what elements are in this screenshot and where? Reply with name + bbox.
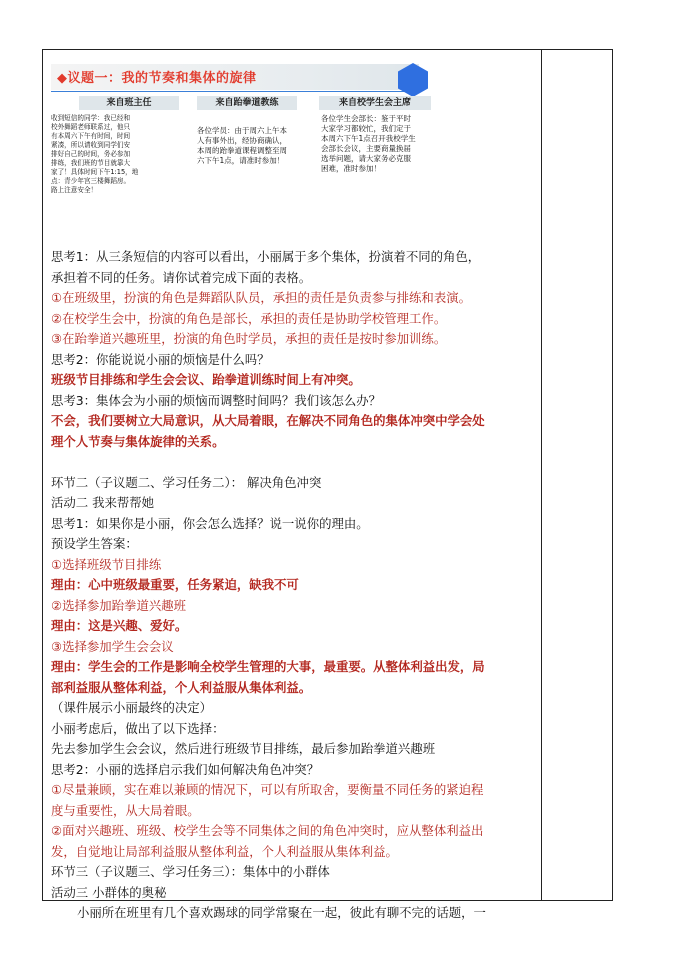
message-line: 有本周六下午有时间，时间	[51, 132, 131, 140]
answer-line: ①选择班级节目排练	[51, 556, 162, 572]
answer-line: 理由：学生会的工作是影响全校学生管理的大事，最重要。从整体利益出发，局	[51, 659, 485, 674]
message-line: 家了！具体时间下午1:15，地	[51, 168, 139, 176]
answer-line: 理由：心中班级最重要，任务紧迫，缺我不可	[51, 577, 299, 592]
think-question: 思考1：如果你是小丽，你会怎么选择？说一说你的理由。	[51, 515, 369, 531]
activity-heading: 活动三 小群体的奥秘	[51, 884, 167, 900]
message-body-coach	[197, 126, 309, 166]
answer-line: 理个人节奏与集体旋律的关系。	[51, 433, 225, 449]
message-line: 选举问题，请大家务必克服	[321, 154, 411, 163]
answer-line: ②在校学生会中，扮演的角色是部长，承担的责任是协助学校管理工作。	[51, 310, 447, 326]
message-header-president: 来自校学生会主席	[319, 96, 431, 110]
message-line: 困难，准时参加！	[321, 164, 381, 173]
message-line: 大家学习都较忙，我们定于	[321, 124, 411, 133]
message-line: 点：青少年宫三楼舞蹈房。	[51, 177, 131, 185]
answer-line: ①在班级里，扮演的角色是舞蹈队队员，承担的责任是负责参与排练和表演。	[51, 290, 471, 305]
lesson-table	[42, 49, 613, 920]
message-header-coach: 来自跆拳道教练	[197, 96, 297, 110]
message-line: 各位学生会部长：鉴于平时	[321, 114, 411, 123]
message-line: 本周的跆拳道课程调整至周	[197, 146, 287, 155]
think-question: 思考2：你能说说小丽的烦恼是什么吗？	[51, 351, 270, 367]
answer-line: ①尽量兼顾，实在难以兼顾的情况下，可以有所取舍，要衡量不同任务的紧迫程	[51, 782, 484, 797]
answer-line: 班级节目排练和学生会会议、跆拳道训练时间上有冲突。	[51, 372, 361, 387]
answer-line: ②选择参加跆拳道兴趣班	[51, 597, 187, 613]
message-line: 各位学员：由于周六上午本	[197, 126, 287, 135]
section-heading: 环节二（子议题二、学习任务二）： 解决角色冲突	[51, 474, 322, 490]
answer-line: ②面对兴趣班、班级、校学生会等不同集体之间的角色冲突时，应从整体利益出	[51, 823, 484, 838]
text-line: （课件展示小丽最终的决定）	[51, 700, 213, 715]
text-line: 先去参加学生会会议，然后进行班级节目排练，最后参加跆拳道兴趣班	[51, 741, 436, 756]
answer-line: 部利益服从整体利益，个人利益服从集体利益。	[51, 679, 312, 695]
message-line: 排好自己的时间，务必参加	[51, 150, 131, 158]
message-body-teacher	[51, 114, 183, 195]
think-question: 思考1：从三条短信的内容可以看出，小丽属于多个集体，扮演着不同的角色，	[51, 249, 481, 264]
section-heading: 环节三（子议题三、学习任务三）：集体中的小群体	[51, 864, 330, 879]
message-line: 路上注意安全！	[51, 186, 98, 194]
message-line: 六下午1点，请准时参加！	[197, 156, 285, 165]
think-question: 承担着不同的任务。请你试着完成下面的表格。	[51, 269, 312, 285]
activity-heading: 活动二 我来帮帮她	[51, 495, 155, 510]
banner-title-bar	[51, 64, 419, 90]
banner-title: ◆议题一：我的节奏和集体的旋律	[57, 71, 257, 86]
message-line: 会部长会议，主要商量换届	[321, 144, 411, 153]
text-line: 小丽所在班里有几个喜欢踢球的同学常聚在一起，彼此有聊不完的话题，一	[77, 905, 486, 920]
lesson-text	[51, 247, 537, 924]
text-line: 小丽考虑后，做出了以下选择：	[51, 720, 225, 736]
banner-rule	[51, 91, 416, 92]
message-header-teacher: 来自班主任	[79, 96, 179, 110]
message-line: 排练，我们班的节目就靠大	[51, 159, 131, 167]
message-line: 本周六下午1点召开我校学生	[321, 134, 416, 143]
column-divider	[541, 50, 542, 900]
message-line: 收到短信的同学：我已经和	[51, 114, 131, 122]
message-line: 紧凑，所以请收到同学们安	[51, 141, 131, 149]
text-line: 预设学生答案：	[51, 536, 138, 551]
answer-line: 度与重要性，从大局着眼。	[51, 802, 200, 818]
answer-line: 发，自觉地让局部利益服从整体利益，个人利益服从集体利益。	[51, 843, 398, 859]
answer-line: 理由：这是兴趣、爱好。	[51, 618, 188, 633]
think-question: 思考3：集体会为小丽的烦恼而调整时间吗？我们该怎么办？	[51, 392, 382, 408]
answer-line: 不会，我们要树立大局意识，从大局着眼，在解决不同角色的集体冲突中学会处	[51, 413, 485, 428]
topic-banner	[51, 64, 433, 216]
think-question: 思考2：小丽的选择启示我们如何解决角色冲突？	[51, 761, 320, 777]
blank-line	[51, 452, 537, 473]
lesson-content-cell	[51, 64, 537, 920]
message-line: 校外舞蹈老师联系过，他只	[51, 123, 131, 131]
message-body-president	[321, 114, 433, 174]
answer-line: ③选择参加学生会会议	[51, 638, 174, 654]
message-line: 人有事外出，经协商确认，	[197, 136, 287, 145]
answer-line: ③在跆拳道兴趣班里，扮演的角色时学员，承担的责任是按时参加训练。	[51, 331, 447, 346]
